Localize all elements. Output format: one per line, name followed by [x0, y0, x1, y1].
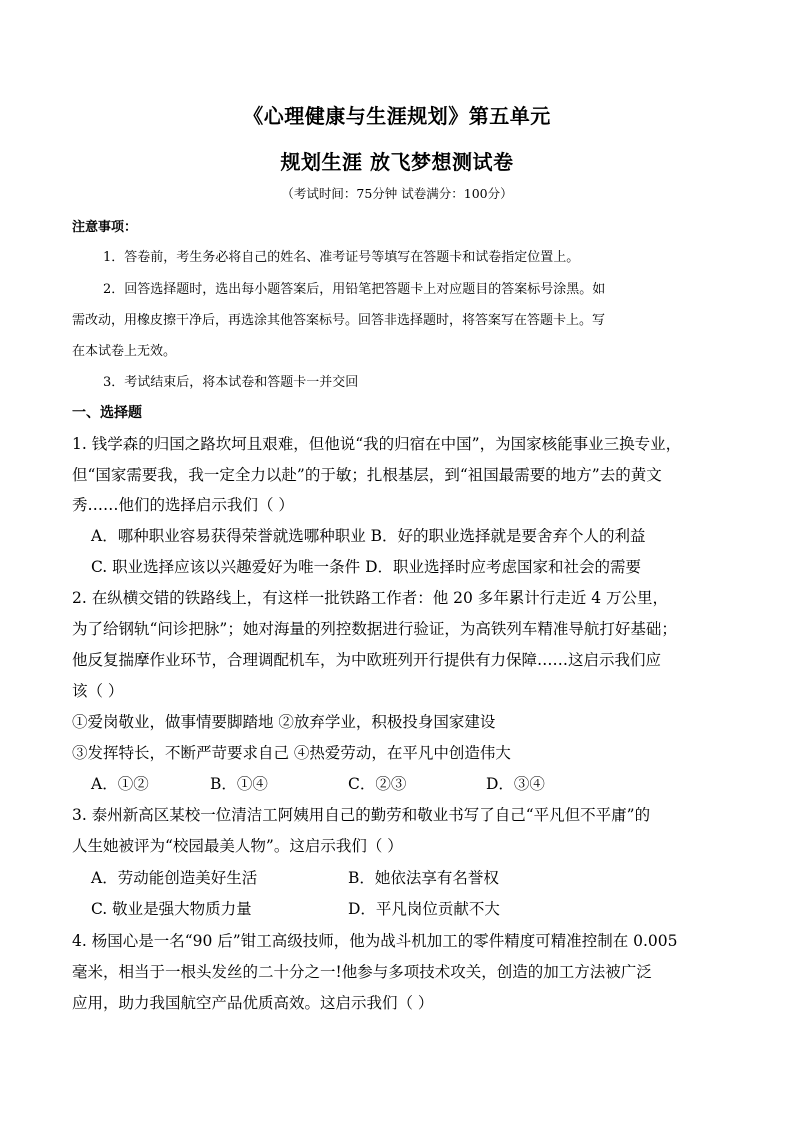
- q1-options-row2: C. 职业选择应该以兴趣爱好为唯一条件 D．职业选择时应考虑国家和社会的需要: [91, 558, 642, 576]
- q4-line-2: 毫米，相当于一根头发丝的二十分之一!他参与多项技术攻关，创造的加工方法被广泛: [72, 963, 652, 981]
- q2-line-4: 该（ ）: [72, 682, 124, 700]
- notice-item-2: 2．回答选择题时，选出每小题答案后，用铅笔把答题卡上对应题目的答案标号涂黑。如: [103, 282, 606, 297]
- q1-line-1: 1. 钱学森的归国之路坎坷且艰难，但他说“我的归宿在中国”，为国家核能事业三换专业，: [72, 435, 682, 453]
- q1-line-2: 但“国家需要我，我一定全力以赴”的于敏；扎根基层，到“祖国最需要的地方”去的黄文: [72, 466, 662, 484]
- q3-option-d: D．平凡岗位贡献不大: [348, 900, 500, 918]
- q4-line-3: 应用，助力我国航空产品优质高效。这启示我们（ ）: [72, 994, 434, 1012]
- exam-title-line2: 规划生涯 放飞梦想测试卷: [280, 150, 514, 174]
- notice-item-2-cont2: 在本试卷上无效。: [72, 344, 177, 359]
- section-heading: 一、选择题: [72, 405, 142, 421]
- q2-option-b: B．①④: [210, 775, 268, 793]
- q2-statements-row1: ①爱岗敬业，做事情要脚踏地 ②放弃学业，积极投身国家建设: [72, 713, 496, 731]
- q2-line-2: 为了给钢轨“问诊把脉”；她对海量的列控数据进行验证，为高铁列车精准导航打好基础；: [72, 620, 677, 638]
- q2-statements-row2: ③发挥特长，不断严苛要求自己 ④热爱劳动，在平凡中创造伟大: [72, 744, 511, 762]
- q3-option-c: C. 敬业是强大物质力量: [91, 900, 252, 918]
- q2-line-1: 2. 在纵横交错的铁路线上，有这样一批铁路工作者：他 20 多年累计行走近 4 万公里，: [72, 589, 669, 607]
- q2-option-a: A．①②: [91, 775, 149, 793]
- exam-title-line1: 《心理健康与生涯规划》第五单元: [243, 104, 551, 128]
- q4-line-1: 4. 杨国心是一名“90 后”钳工高级技师，他为战斗机加工的零件精度可精准控制在 0.005: [72, 932, 678, 950]
- notice-item-1: 1．答卷前，考生务必将自己的姓名、准考证号等填写在答题卡和试卷指定位置上。: [103, 250, 580, 265]
- exam-info: （考试时间：75分钟 试卷满分：100分）: [281, 186, 513, 201]
- notice-item-3: 3．考试结束后，将本试卷和答题卡一并交回: [103, 375, 359, 390]
- q1-options-row1: A．哪种职业容易获得荣誉就选哪种职业 B．好的职业选择就是要舍弃个人的利益: [91, 527, 646, 545]
- q2-option-d: D．③④: [486, 775, 545, 793]
- q3-line-2: 人生她被评为“校园最美人物”。这启示我们（ ）: [72, 837, 403, 855]
- q2-line-3: 他反复揣摩作业环节，合理调配机车，为中欧班列开行提供有力保障……这启示我们应: [72, 651, 662, 669]
- q3-option-b: B．她依法享有名誉权: [348, 869, 499, 887]
- q2-option-c: C．②③: [348, 775, 407, 793]
- q3-line-1: 3. 泰州新高区某校一位清洁工阿姨用自己的勤劳和敬业书写了自己“平凡但不平庸”的: [72, 806, 651, 824]
- q1-line-3: 秀……他们的选择启示我们（ ）: [72, 496, 294, 514]
- notice-heading: 注意事项：: [72, 220, 138, 235]
- notice-item-2-cont: 需改动，用橡皮擦干净后，再选涂其他答案标号。回答非选择题时，将答案写在答题卡上。写: [72, 313, 606, 328]
- q3-option-a: A．劳动能创造美好生活: [91, 869, 258, 887]
